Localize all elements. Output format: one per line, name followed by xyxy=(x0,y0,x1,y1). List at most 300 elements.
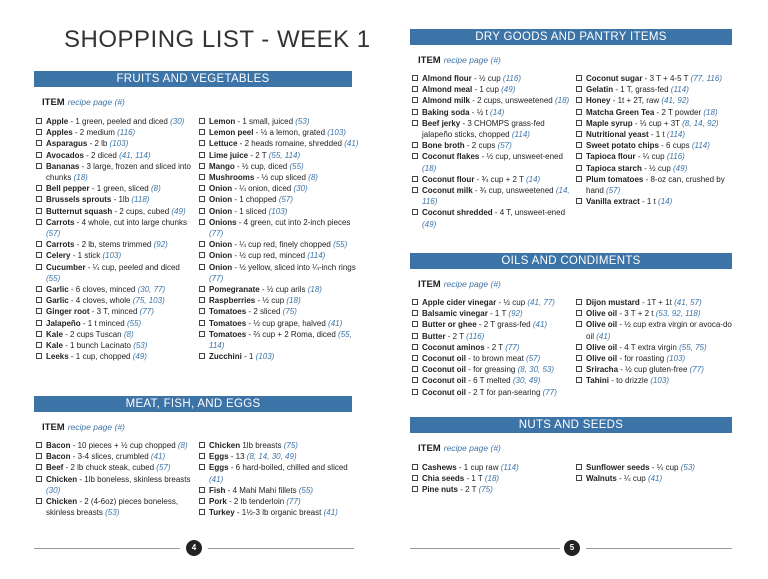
checklist-item xyxy=(576,196,736,207)
checkbox[interactable] xyxy=(36,140,42,146)
item-quantity: - ½ yellow, sliced into ¼-inch rings xyxy=(232,262,356,272)
checkbox[interactable] xyxy=(412,366,418,372)
checkbox[interactable] xyxy=(36,241,42,247)
item-quantity: - 1t + 2T, raw xyxy=(610,96,662,106)
checkbox[interactable] xyxy=(36,129,42,135)
checklist-item xyxy=(199,183,359,194)
item-name: Vanilla extract xyxy=(586,197,640,207)
item-quantity: - ½ cup xyxy=(496,298,528,307)
checklist-item xyxy=(412,375,572,386)
item-quantity: - 1 sliced xyxy=(232,206,269,216)
item-quantity: - 1 cup xyxy=(472,85,502,95)
checkbox[interactable] xyxy=(36,353,42,359)
checkbox[interactable] xyxy=(199,320,205,326)
checkbox[interactable] xyxy=(36,476,42,482)
checkbox[interactable] xyxy=(412,97,418,103)
checkbox[interactable] xyxy=(199,140,205,146)
checkbox[interactable] xyxy=(199,264,205,270)
checklist-item xyxy=(36,217,196,239)
checkbox[interactable] xyxy=(36,308,42,314)
recipe-page-ref: (55) xyxy=(333,240,348,250)
checklist-item xyxy=(36,161,196,183)
checkbox[interactable] xyxy=(36,498,42,504)
checkbox[interactable] xyxy=(199,208,205,214)
recipe-page-ref: (41, 92) xyxy=(661,96,689,106)
checkbox[interactable] xyxy=(412,355,418,361)
checkbox[interactable] xyxy=(199,487,205,493)
checkbox[interactable] xyxy=(36,453,42,459)
recipe-page-ref: (55) xyxy=(46,273,61,283)
checkbox[interactable] xyxy=(576,176,582,182)
item-quantity: - ½ cup red, minced xyxy=(232,251,308,261)
checkbox[interactable] xyxy=(36,196,42,202)
checklist-item xyxy=(199,172,359,183)
item-quantity: - ¾ cup + 2 T xyxy=(474,174,526,184)
checklist-item xyxy=(576,174,736,196)
checkbox[interactable] xyxy=(199,308,205,314)
item-quantity: - 1 cup, chopped xyxy=(68,352,133,362)
checkbox[interactable] xyxy=(576,142,582,148)
recipe-page-ref: (75) xyxy=(282,307,297,317)
checkbox[interactable] xyxy=(36,219,42,225)
item-quantity: - 1 t minced xyxy=(80,318,127,328)
recipe-page-ref: (8) xyxy=(150,184,161,194)
checkbox[interactable] xyxy=(576,198,582,204)
recipe-page-ref: (55, 114) xyxy=(268,150,301,160)
recipe-page-ref: (57) xyxy=(278,195,294,205)
item-name: Coconut sugar xyxy=(586,74,643,83)
item-quantity: - 1 T xyxy=(464,474,485,484)
checklist-item xyxy=(412,151,572,173)
item-quantity: - 1 t xyxy=(648,130,667,140)
recipe-page-ref: (18) xyxy=(307,285,322,295)
item-quantity: - 4 Mahi Mahi fillets xyxy=(225,485,299,495)
item-name: Carrots xyxy=(46,217,75,227)
item-name: Olive oil xyxy=(586,354,618,364)
checklist-item xyxy=(199,295,359,306)
item-name: Brussels sprouts xyxy=(46,195,112,205)
checklist-item xyxy=(199,485,359,496)
item-label: ITEM xyxy=(418,55,441,66)
recipe-page-ref: (53, 92, 118) xyxy=(655,309,701,319)
checkbox[interactable] xyxy=(199,353,205,359)
checkbox[interactable] xyxy=(576,366,582,372)
item-name: Tomatoes xyxy=(209,329,247,339)
item-quantity: - 1lb boneless, skinless breasts xyxy=(77,474,191,484)
item-name: Coconut aminos xyxy=(422,342,485,352)
checkbox[interactable] xyxy=(576,131,582,137)
item-quantity: - 3 T + 4-5 T xyxy=(642,74,691,83)
checkbox[interactable] xyxy=(199,196,205,202)
recipe-page-ref: (8, 14, 92) xyxy=(682,118,719,128)
recipe-page-ref: (118) xyxy=(131,195,150,205)
item-name: Olive oil xyxy=(586,320,618,330)
checkbox[interactable] xyxy=(199,464,205,470)
checkbox[interactable] xyxy=(576,464,582,470)
checklist-item xyxy=(199,161,359,172)
item-quantity: - ⅔ cup + 2 Roma, diced xyxy=(246,329,339,339)
checkbox[interactable] xyxy=(576,165,582,171)
recipe-page-ref: (77) xyxy=(209,273,224,283)
checkbox[interactable] xyxy=(199,241,205,247)
checkbox[interactable] xyxy=(412,377,418,383)
checklist-item xyxy=(576,297,736,308)
item-name: Dijon mustard xyxy=(586,298,640,307)
checkbox[interactable] xyxy=(199,252,205,258)
checkbox[interactable] xyxy=(412,344,418,350)
item-name: Bacon xyxy=(46,441,71,450)
item-quantity: - 3-4 slices, crumbled xyxy=(70,452,151,462)
item-quantity: - 4 green, cut into 2-inch pieces xyxy=(236,217,351,227)
checkbox[interactable] xyxy=(36,152,42,158)
item-quantity: - ¼ cup xyxy=(616,474,648,484)
recipe-page-label: recipe page (#) xyxy=(443,279,501,289)
item-quantity: - 1½-3 lb organic breast xyxy=(234,508,324,518)
checkbox[interactable] xyxy=(576,299,582,305)
item-quantity: - 3 T, minced xyxy=(89,307,140,317)
checklist-item xyxy=(36,239,196,250)
checkbox[interactable] xyxy=(199,152,205,158)
item-quantity: - 3 T + 2 t xyxy=(617,309,656,319)
recipe-page-ref: (55) xyxy=(126,318,142,328)
item-quantity: - 1 T, grass-fed xyxy=(613,85,671,95)
recipe-page-ref: (30, 49) xyxy=(512,376,541,386)
item-quantity: - 10 pieces + ½ cup chopped xyxy=(70,441,178,450)
item-name: Lime juice xyxy=(209,150,249,160)
item-name: Walnuts xyxy=(586,474,617,484)
checkbox[interactable] xyxy=(412,389,418,395)
page-title: SHOPPING LIST - WEEK 1 xyxy=(64,26,371,53)
checklist-item xyxy=(412,462,572,473)
checkbox[interactable] xyxy=(576,75,582,81)
item-name: Honey xyxy=(586,96,611,106)
item-name: Almond meal xyxy=(422,85,473,95)
recipe-page-ref: (14) xyxy=(525,174,541,184)
item-name: Kale xyxy=(46,329,63,339)
checkbox[interactable] xyxy=(412,486,418,492)
item-name: Mushrooms xyxy=(209,173,255,183)
checkbox[interactable] xyxy=(576,109,582,115)
checkbox[interactable] xyxy=(576,475,582,481)
dry-list-col2 xyxy=(576,73,736,207)
item-name: Garlic xyxy=(46,296,69,306)
checklist-item xyxy=(199,206,359,217)
item-name: Coconut shredded xyxy=(422,208,493,218)
item-name: Coconut milk xyxy=(422,186,473,196)
recipe-page-ref: (57) xyxy=(606,186,621,196)
item-quantity: - 1 T xyxy=(487,309,509,319)
checklist-item xyxy=(199,329,359,351)
checklist-item xyxy=(412,185,572,207)
checkbox[interactable] xyxy=(36,163,42,169)
recipe-page-ref: (75) xyxy=(478,485,493,495)
recipe-page-ref: (18) xyxy=(422,163,437,173)
checkbox[interactable] xyxy=(412,75,418,81)
checkbox[interactable] xyxy=(412,464,418,470)
item-quantity: - 1 chopped xyxy=(232,195,279,205)
checkbox[interactable] xyxy=(576,344,582,350)
checklist-item xyxy=(576,308,736,319)
recipe-page-ref: (41, 114) xyxy=(119,150,151,160)
checklist-item xyxy=(576,163,736,174)
item-quantity: - ½ cup xyxy=(255,296,287,306)
item-name: Eggs xyxy=(209,452,229,462)
checkbox[interactable] xyxy=(412,109,418,115)
recipe-page-ref: (41) xyxy=(344,139,359,149)
checkbox[interactable] xyxy=(199,442,205,448)
checkbox[interactable] xyxy=(412,321,418,327)
checkbox[interactable] xyxy=(36,286,42,292)
checklist-item xyxy=(199,250,359,261)
checkbox[interactable] xyxy=(36,252,42,258)
item-name: Raspberries xyxy=(209,296,256,306)
checkbox[interactable] xyxy=(576,310,582,316)
page-number-right: 5 xyxy=(564,540,580,556)
checkbox[interactable] xyxy=(576,120,582,126)
checklist-item xyxy=(199,306,359,317)
checklist-item xyxy=(36,295,196,306)
item-name: Coconut oil xyxy=(422,387,466,397)
item-quantity: - 4 T, unsweet-ened xyxy=(492,208,566,218)
oils-list-col1 xyxy=(412,297,572,398)
item-quantity: - ½ cup xyxy=(641,163,673,173)
item-quantity: - ½ cup arils xyxy=(259,285,308,295)
item-quantity: - 2 cups, unsweetened xyxy=(470,96,555,106)
checkbox[interactable] xyxy=(36,118,42,124)
checkbox[interactable] xyxy=(36,342,42,348)
checkbox[interactable] xyxy=(36,442,42,448)
checklist-item xyxy=(36,451,196,462)
recipe-page-ref: (57) xyxy=(156,463,171,473)
checklist-item xyxy=(576,151,736,162)
recipe-page-ref: (41) xyxy=(209,474,224,484)
item-quantity: - 2 cups xyxy=(464,141,498,151)
checkbox[interactable] xyxy=(199,129,205,135)
recipe-page-ref: (18) xyxy=(554,96,570,106)
checklist-item xyxy=(199,150,359,161)
checkbox[interactable] xyxy=(36,208,42,214)
item-quantity: - 1 green, peeled and diced xyxy=(68,117,171,126)
checklist-item xyxy=(412,73,572,84)
item-quantity: - 2 T xyxy=(248,150,269,160)
item-quantity: - 2 lb xyxy=(87,139,110,149)
item-name: Coconut flakes xyxy=(422,152,480,162)
checkbox[interactable] xyxy=(412,333,418,339)
checkbox[interactable] xyxy=(576,86,582,92)
footer-divider xyxy=(34,548,180,549)
item-name: Turkey xyxy=(209,508,235,518)
recipe-page-ref: (49) xyxy=(501,85,516,95)
item-quantity: - 2 T xyxy=(484,342,506,352)
checkbox[interactable] xyxy=(576,377,582,383)
item-name: Apples xyxy=(46,128,73,138)
checkbox[interactable] xyxy=(199,331,205,337)
meat-item-header xyxy=(42,422,125,433)
checkbox[interactable] xyxy=(199,174,205,180)
checkbox[interactable] xyxy=(36,297,42,303)
checkbox[interactable] xyxy=(199,286,205,292)
recipe-page-ref: (114) xyxy=(691,141,710,151)
checkbox[interactable] xyxy=(576,97,582,103)
item-name: Tapioca flour xyxy=(586,152,636,162)
checklist-item xyxy=(36,194,196,205)
checklist-item xyxy=(36,206,196,217)
item-name: Baking soda xyxy=(422,107,470,117)
dry-list-col1 xyxy=(412,73,572,230)
item-name: Onion xyxy=(209,240,233,250)
recipe-page-ref: (41) xyxy=(647,474,663,484)
checklist-item xyxy=(576,319,736,341)
checklist-item xyxy=(576,84,736,95)
recipe-page-ref: (41) xyxy=(150,452,166,462)
checklist-item xyxy=(412,308,572,319)
checkbox[interactable] xyxy=(36,264,42,270)
checkbox[interactable] xyxy=(412,475,418,481)
recipe-page-ref: (8) xyxy=(123,329,134,339)
checklist-item xyxy=(412,473,572,484)
recipe-page-ref: (8, 14, 30, 49) xyxy=(246,452,297,462)
recipe-page-ref: (18) xyxy=(703,107,718,117)
recipe-page-ref: (14, 116) xyxy=(422,186,570,207)
footer-divider xyxy=(586,548,732,549)
item-name: Asparagus xyxy=(46,139,88,149)
checkbox[interactable] xyxy=(412,86,418,92)
checkbox[interactable] xyxy=(412,310,418,316)
checkbox[interactable] xyxy=(576,355,582,361)
checklist-item xyxy=(199,127,359,138)
item-quantity: - 6 T melted xyxy=(466,376,513,386)
item-name: Onion xyxy=(209,195,233,205)
checkbox[interactable] xyxy=(412,120,418,126)
recipe-page-ref: (55, 114) xyxy=(209,329,352,351)
nuts-section-banner: NUTS AND SEEDS xyxy=(410,417,732,433)
checkbox[interactable] xyxy=(199,219,205,225)
recipe-page-ref: (77) xyxy=(689,365,704,375)
meat-section-banner: MEAT, FISH, AND EGGS xyxy=(34,396,352,412)
item-name: Plum tomatoes xyxy=(586,174,644,184)
checklist-item xyxy=(576,107,736,118)
checklist-item xyxy=(412,174,572,185)
item-quantity: - 2 lb chuck steak, cubed xyxy=(63,463,157,473)
checkbox[interactable] xyxy=(36,185,42,191)
recipe-page-ref: (116) xyxy=(502,74,521,83)
item-name: Celery xyxy=(46,251,71,261)
checkbox[interactable] xyxy=(199,118,205,124)
recipe-page-ref: (55) xyxy=(289,161,304,171)
checklist-item xyxy=(36,138,196,149)
item-name: Beef jerky xyxy=(422,118,461,128)
item-name: Olive oil xyxy=(586,342,618,352)
item-name: Kale xyxy=(46,341,63,351)
checkbox[interactable] xyxy=(412,153,418,159)
item-name: Bone broth xyxy=(422,141,465,151)
item-quantity: - 2 heads romaine, shredded xyxy=(237,139,345,149)
item-name: Pine nuts xyxy=(422,485,459,495)
checkbox[interactable] xyxy=(412,187,418,193)
checklist-item xyxy=(36,440,196,451)
recipe-page-ref: (18) xyxy=(286,296,301,306)
item-name: Sweet potato chips xyxy=(586,141,659,151)
checkbox[interactable] xyxy=(576,321,582,327)
recipe-page-ref: (49) xyxy=(132,352,147,362)
item-quantity: - 4 cloves, whole xyxy=(68,296,133,306)
nuts-list-col1 xyxy=(412,462,572,496)
checkbox[interactable] xyxy=(412,299,418,305)
item-quantity: - 1 cup raw xyxy=(456,463,501,472)
item-name: Garlic xyxy=(46,285,69,295)
item-quantity: - ½ cup grape, halved xyxy=(246,318,329,328)
item-name: Pomegranate xyxy=(209,285,260,295)
item-quantity: - 2 lb, stems trimmed xyxy=(74,240,154,250)
checklist-item xyxy=(412,84,572,95)
checklist-item xyxy=(412,364,572,375)
checklist-item xyxy=(412,331,572,342)
checkbox[interactable] xyxy=(199,498,205,504)
recipe-page-ref: (53) xyxy=(133,341,148,351)
item-quantity: - 6 cups xyxy=(658,141,692,151)
item-name: Coconut flour xyxy=(422,174,475,184)
checkbox[interactable] xyxy=(199,453,205,459)
item-name: Pork xyxy=(209,497,227,507)
item-name: Sunflower seeds xyxy=(586,463,650,472)
item-quantity: - ½ cup, diced xyxy=(234,161,290,171)
item-name: Onion xyxy=(209,262,233,272)
item-name: Bacon xyxy=(46,452,71,462)
recipe-page-ref: (53) xyxy=(295,117,310,126)
item-quantity: - 13 xyxy=(228,452,247,462)
checkbox[interactable] xyxy=(412,142,418,148)
item-name: Eggs xyxy=(209,463,229,473)
checklist-item xyxy=(412,319,572,330)
checkbox[interactable] xyxy=(199,509,205,515)
checklist-item xyxy=(576,364,736,375)
checkbox[interactable] xyxy=(412,209,418,215)
item-quantity: - 4 whole, cut into large chunks xyxy=(74,217,187,227)
recipe-page-ref: (41) xyxy=(323,508,338,518)
recipe-page-ref: (18) xyxy=(484,474,500,484)
checkbox[interactable] xyxy=(199,185,205,191)
item-quantity: - 4 T extra virgin xyxy=(617,342,680,352)
recipe-page-ref: (103) xyxy=(109,139,129,149)
item-name: Onions xyxy=(209,217,237,227)
item-name: Chicken xyxy=(46,497,78,507)
recipe-page-ref: (116) xyxy=(117,128,136,138)
item-name: Butter or ghee xyxy=(422,320,477,330)
item-quantity: - 2 medium xyxy=(72,128,118,138)
item-quantity: - ½ cup extra virgin or avoca-do oil xyxy=(586,320,732,341)
item-name: Jalapeño xyxy=(46,318,81,328)
checkbox[interactable] xyxy=(412,176,418,182)
item-quantity: - 2 lb tenderloin xyxy=(226,497,287,507)
checkbox[interactable] xyxy=(36,320,42,326)
item-name: Cashews xyxy=(422,463,457,472)
checklist-item xyxy=(36,318,196,329)
recipe-page-label: recipe page (#) xyxy=(443,443,501,453)
item-quantity: - ¼ onion, diced xyxy=(232,184,294,194)
checklist-item xyxy=(412,207,572,229)
item-name: Coconut oil xyxy=(422,365,466,375)
checkbox[interactable] xyxy=(36,464,42,470)
recipe-page-ref: (30) xyxy=(293,184,308,194)
checkbox[interactable] xyxy=(199,297,205,303)
checkbox[interactable] xyxy=(199,163,205,169)
checkbox[interactable] xyxy=(576,153,582,159)
recipe-page-ref: (77, 116) xyxy=(690,74,722,83)
recipe-page-ref: (116) xyxy=(666,152,685,162)
checklist-item xyxy=(199,284,359,295)
recipe-page-ref: (77) xyxy=(505,342,520,352)
checkbox[interactable] xyxy=(36,331,42,337)
